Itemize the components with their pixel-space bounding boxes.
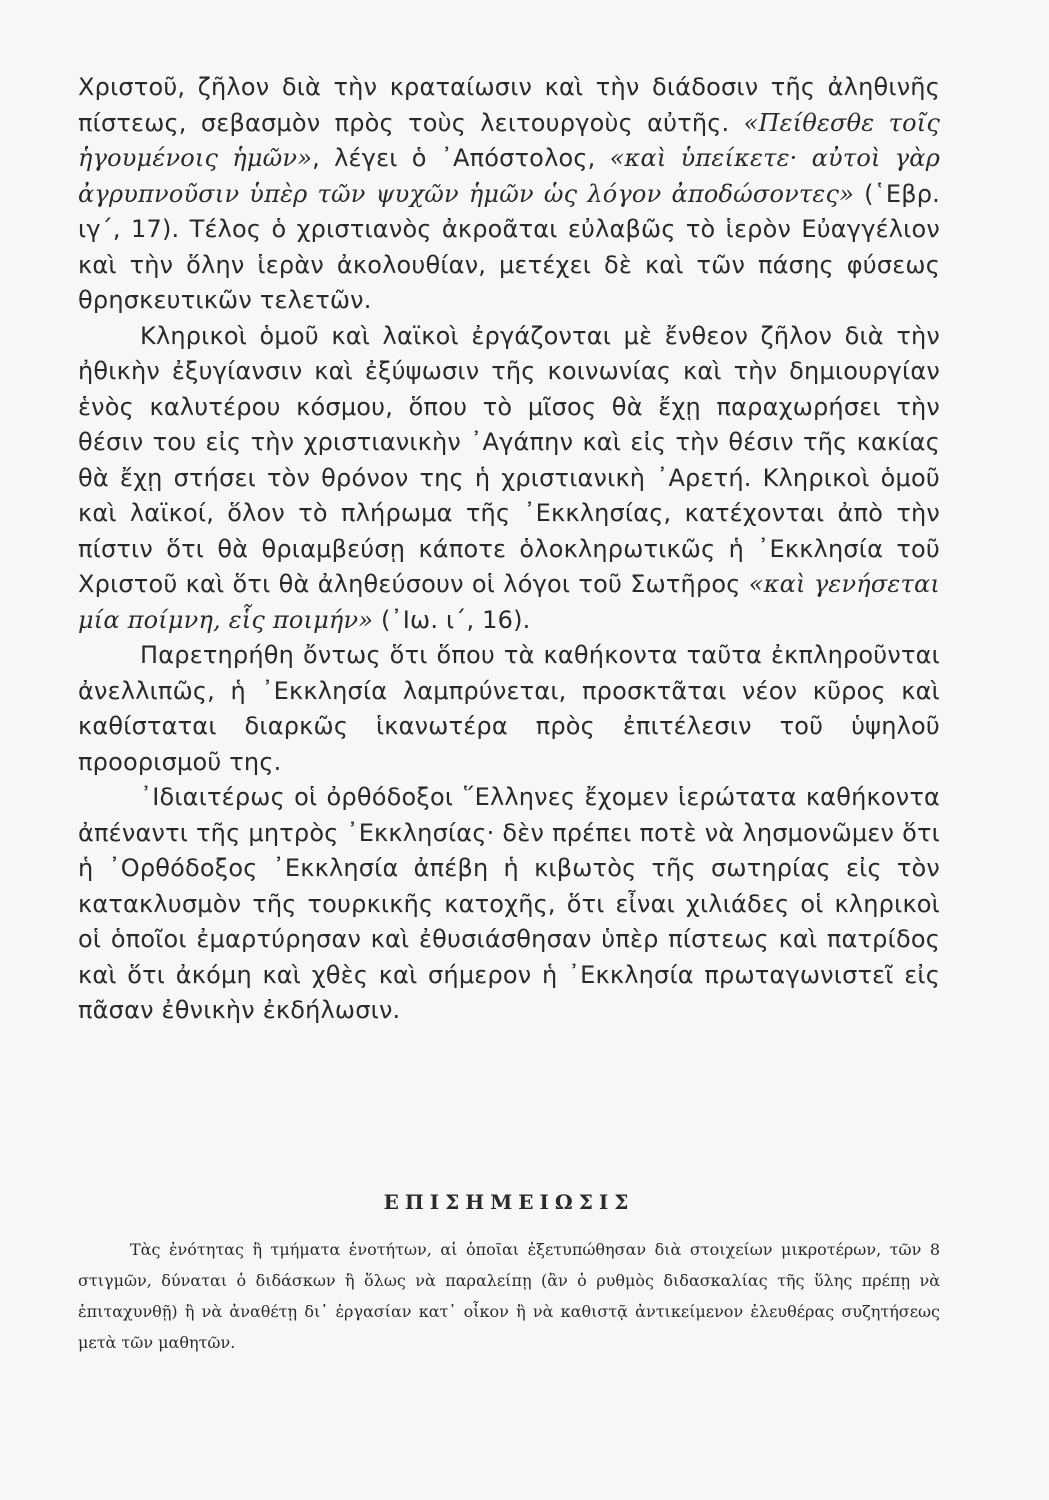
notes-title: ΕΠΙΣΗΜΕΙΩΣΙΣ [383, 1190, 635, 1214]
text-segment: , λέγει ὁ ᾿Απόστολος, [312, 144, 610, 172]
paragraph-1 [78, 70, 940, 319]
quote-segment: «καὶ γενήσεται μία ποίμνη, εἷς ποιμήν» [78, 570, 940, 634]
text-segment: Κληρικοὶ ὁμοῦ καὶ λαϊκοὶ ἐργάζονται μὲ ἔνθεον ζῆλον διὰ τὴν ἠθικὴν ἐξυγίανσιν καὶ ἐξύψωσιν τῆς κοινωνίας καὶ τὴν δημιουργίαν ἑνὸς καλυτέρου κόσμου, ὅπου τὸ μῖσος θὰ ἔχῃ παραχωρήσει τὴν θέσιν του εἰς τὴν χριστιανικὴν ᾿Αγάπην καὶ εἰς τὴν θέσιν τῆς κακίας θὰ ἔχῃ στήσει τὸν θρόνον της ἡ χριστιανικὴ ᾿Αρετή. Κληρικοὶ ὁμοῦ καὶ λαϊκοί, ὅλον τὸ πλήρωμα τῆς ᾿Εκκλησίας, κατέχονται ἀπὸ τὴν πίστιν ὅτι θὰ θριαμβεύσῃ κάποτε ὁλοκληρωτικῶς ἡ ᾿Εκκλησία τοῦ Χριστοῦ καὶ ὅτι θὰ ἀληθεύσουν οἱ λόγοι τοῦ Σωτῆρος [78, 321, 940, 598]
paragraph-2 [78, 319, 940, 639]
text-segment: Χριστοῦ, ζῆλον διὰ τὴν κραταίωσιν καὶ τὴν διάδοσιν τῆς ἀληθινῆς πίστεως, σεβασμὸν πρὸς τοὺς λειτουργοὺς αὐτῆς. [78, 73, 940, 137]
text-segment: ᾿Ιδιαιτέρως οἱ ὀρθόδοξοι ῞Ελληνες ἔχομεν ἱερώτατα καθήκοντα ἀπέναντι τῆς μητρὸς ᾿Εκκλησίας· δὲν πρέπει ποτὲ νὰ λησμονῶμεν ὅτι ἡ ᾿Ορθόδοξος ᾿Εκκλησία ἀπέβη ἡ κιβωτὸς τῆς σωτηρίας εἰς τὸν κατακλυσμὸν τῆς τουρκικῆς κατοχῆς, ὅτι εἶναι χιλιάδες οἱ κληρικοὶ οἱ ὁποῖοι ἐμαρτύρησαν καὶ ἐθυσιάσθησαν ὑπὲρ πίστεως καὶ πατρίδος καὶ ὅτι ἀκόμη καὶ χθὲς καὶ σήμερον ἡ ᾿Εκκλησία πρωταγωνιστεῖ εἰς πᾶσαν ἐθνικὴν ἐκδήλωσιν. [78, 783, 940, 1024]
main-text [78, 70, 940, 1029]
quote-segment: «Πείθεσθε τοῖς ἡγουμένοις ἡμῶν» [78, 108, 940, 172]
notes-section [78, 1190, 940, 1358]
notes-text: Τὰς ἑνότητας ἢ τμήματα ἑνοτήτων, αἱ ὁποῖαι ἐξετυπώθησαν διὰ στοιχείων μικροτέρων, τῶν 8 στιγμῶν, δύναται ὁ διδάσκων ἢ ὅλως νὰ παραλείπῃ (ἂν ὁ ρυθμὸς διδασκαλίας τῆς ὕλης πρέπῃ νὰ ἐπιταχυνθῇ) ἢ νὰ ἀναθέτῃ δι᾿ ἐργασίαν κατ᾿ οἶκον ἢ νὰ καθιστᾷ ἀντικείμενον ἐλευθέρας συζητήσεως μετὰ τῶν μαθητῶν. [78, 1240, 940, 1352]
text-segment: Παρετηρήθη ὄντως ὅτι ὅπου τὰ καθήκοντα ταῦτα ἐκπληροῦνται ἀνελλιπῶς, ἡ ᾿Εκκλησία λαμπρύνεται, προσκτᾶται νέον κῦρος καὶ καθίσταται διαρκῶς ἱκανωτέρα πρὸς ἐπιτέλεσιν τοῦ ὑψηλοῦ προορισμοῦ της. [78, 641, 940, 776]
quote-segment: «καὶ ὑπείκετε· αὐτοὶ γὰρ ἀγρυπνοῦσιν ὑπὲρ τῶν ψυχῶν ἡμῶν ὡς λόγον ἀποδώσοντες» [78, 144, 941, 208]
paragraph-3 [78, 638, 940, 780]
text-segment: (῾Εβρ. ιγ΄, 17). Τέλος ὁ χριστιανὸς ἀκροᾶται εὐλαβῶς τὸ ἱερὸν Εὐαγγέλιον καὶ τὴν ὅλην ἱερὰν ἀκολουθίαν, μετέχει δὲ καὶ τῶν πάσης φύσεως θρησκευτικῶν τελετῶν. [78, 179, 940, 314]
text-segment: (᾿Ιω. ι΄, 16). [373, 605, 531, 634]
paragraph-4 [78, 780, 940, 1029]
